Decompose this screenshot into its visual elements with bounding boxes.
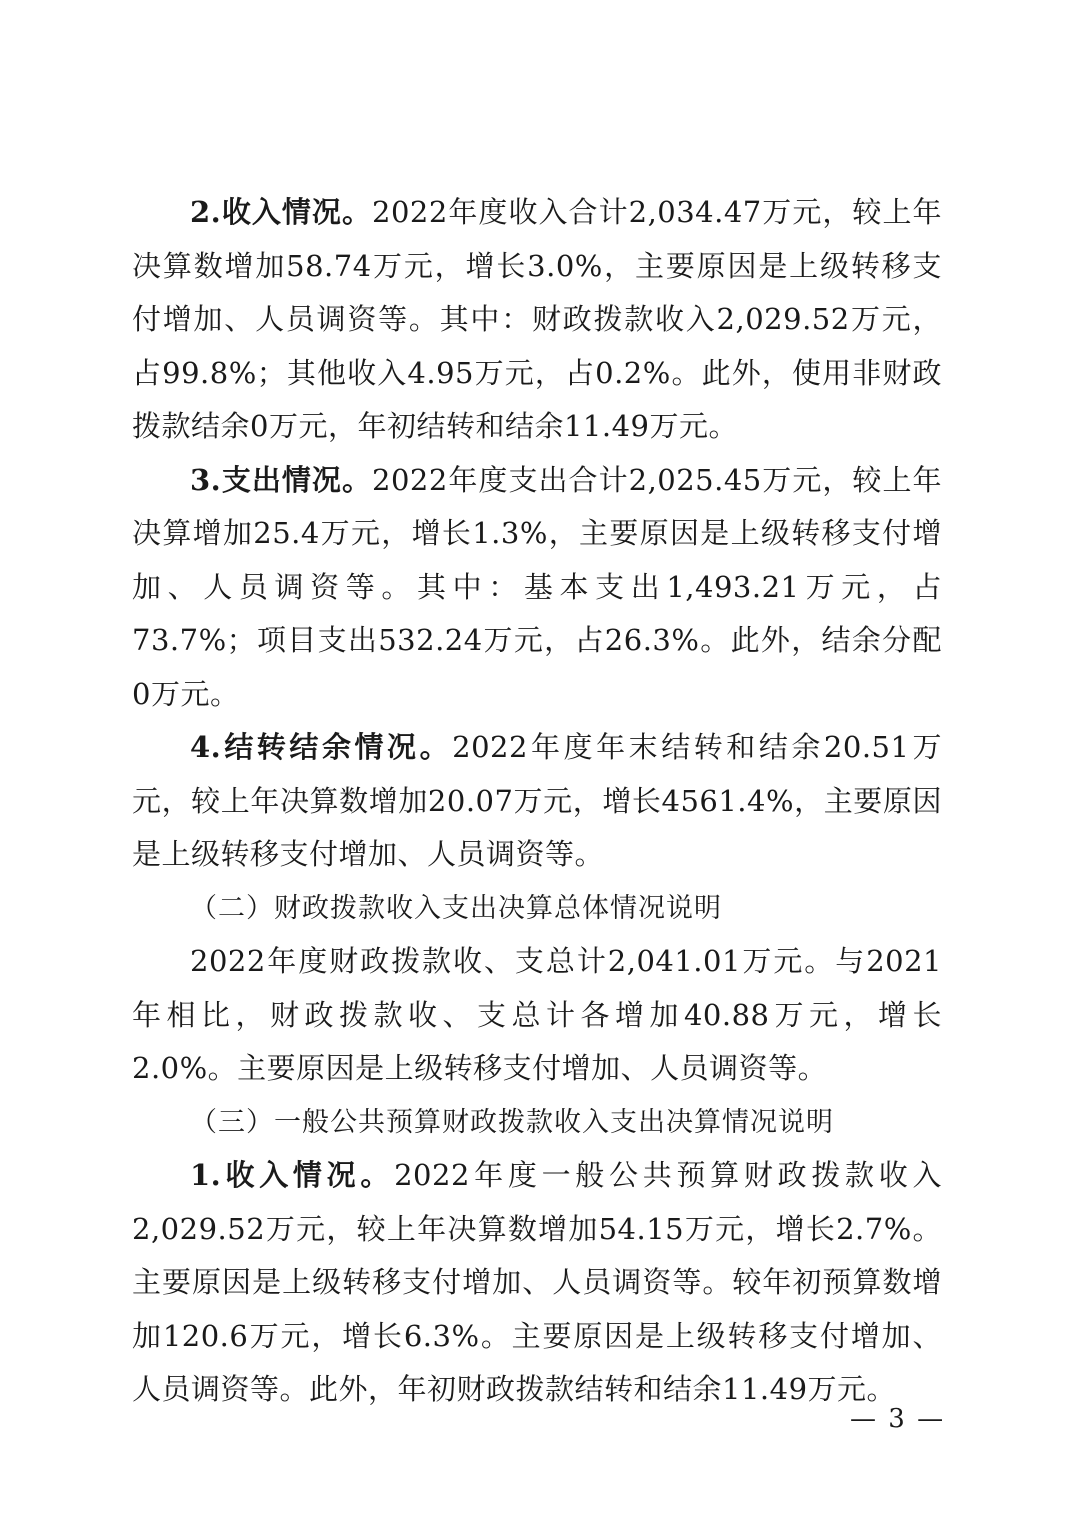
paragraph-lead: 2.收入情况。 xyxy=(190,195,373,229)
paragraph-text: 2022年度财政拨款收、支总计2,041.01万元。与2021年相比，财政拨款收、支总计各增加40.88万元，增长2.0%。主要原因是上级转移支付增加、人员调资等。 xyxy=(132,944,942,1085)
paragraph-expenditure xyxy=(132,454,942,722)
paragraph-fiscal-total xyxy=(132,935,942,1096)
document-body xyxy=(132,186,942,1417)
paragraph-lead: 3.支出情况。 xyxy=(190,462,373,497)
paragraph-text: 2022年度支出合计2,025.45万元，较上年决算增加25.4万元，增长1.3%，主要原因是上级转移支付增加、人员调资等。其中：基本支出1,493.21万元，占73.7%；项目支出532.24万元，占26.3%。此外，结余分配0万元。 xyxy=(132,462,942,711)
section-heading: （三）一般公共预算财政拨款收入支出决算情况说明 xyxy=(190,1106,834,1138)
paragraph-general-budget-income xyxy=(132,1149,942,1417)
paragraph-income xyxy=(132,186,942,454)
paragraph-lead: 4.结转结余情况。 xyxy=(190,730,453,764)
paragraph-text: 2022年度一般公共预算财政拨款收入2,029.52万元，较上年决算数增加54.15万元，增长2.7%。主要原因是上级转移支付增加、人员调资等。较年初预算数增加120.6万元，增长6.3%。主要原因是上级转移支付增加、人员调资等。此外，年初财政拨款结转和结余11.49万元。 xyxy=(132,1158,942,1406)
paragraph-text: 2022年度收入合计2,034.47万元，较上年决算数增加58.74万元，增长3.0%，主要原因是上级转移支付增加、人员调资等。其中：财政拨款收入2,029.52万元，占99.8%；其他收入4.95万元，占0.2%。此外，使用非财政拨款结余0万元，年初结转和结余11.49万元。 xyxy=(132,195,942,443)
page-number: — 3 — xyxy=(850,1404,946,1434)
section-heading: （二）财政拨款收入支出决算总体情况说明 xyxy=(190,892,722,924)
paragraph-text: 2022年度年末结转和结余20.51万元，较上年决算数增加20.07万元，增长4561.4%，主要原因是上级转移支付增加、人员调资等。 xyxy=(132,730,942,871)
paragraph-carryover xyxy=(132,721,942,882)
paragraph-lead: 1.收入情况。 xyxy=(190,1158,395,1192)
